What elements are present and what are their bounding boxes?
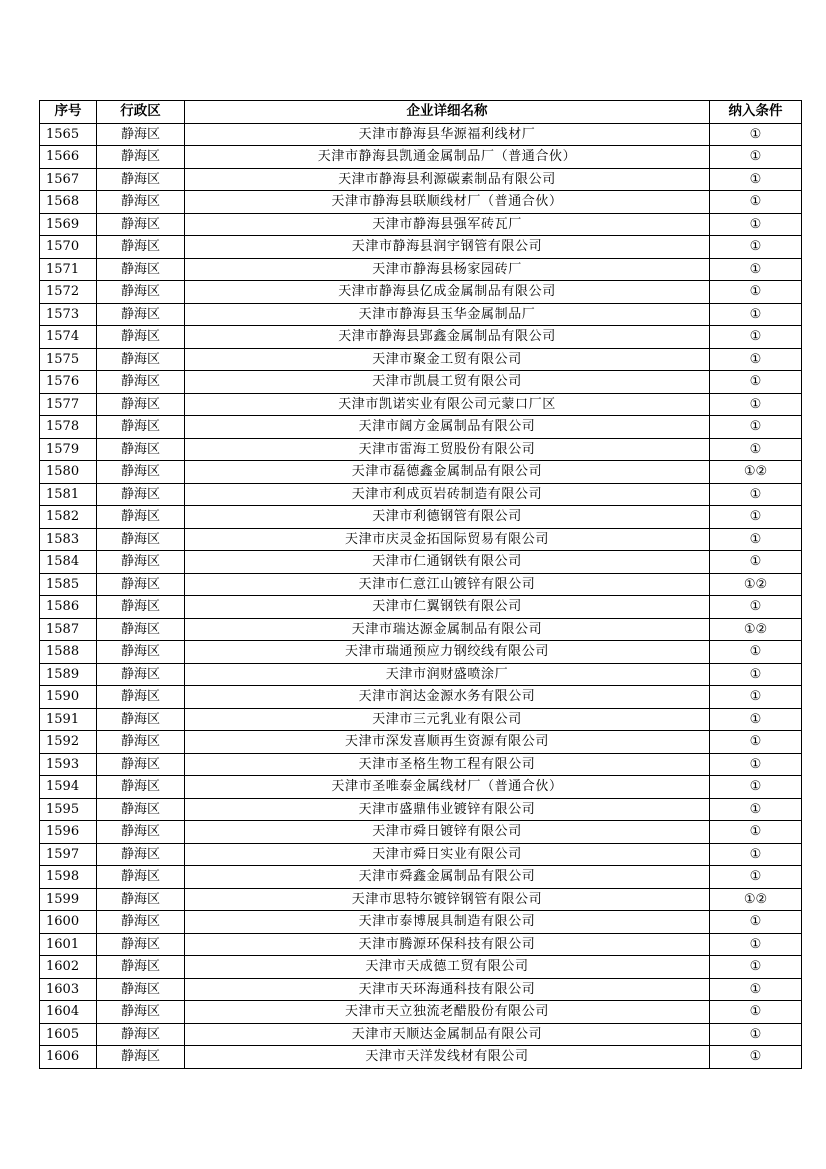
- company-name-cell: 天津市仁通钢铁有限公司: [185, 551, 710, 574]
- district-cell: 静海区: [97, 348, 185, 371]
- district-cell: 静海区: [97, 641, 185, 664]
- table-row: [40, 753, 802, 776]
- district-cell: 静海区: [97, 776, 185, 799]
- table-row: [40, 213, 802, 236]
- company-name-cell: 天津市磊德鑫金属制品有限公司: [185, 461, 710, 484]
- company-name-cell: 天津市天环海通科技有限公司: [185, 978, 710, 1001]
- table-row: [40, 528, 802, 551]
- seq-cell: 1574: [40, 326, 97, 349]
- seq-cell: 1568: [40, 191, 97, 214]
- company-name-cell: 天津市天洋发线材有限公司: [185, 1046, 710, 1069]
- district-cell: 静海区: [97, 663, 185, 686]
- criteria-cell: ①: [710, 348, 802, 371]
- seq-cell: 1598: [40, 866, 97, 889]
- district-cell: 静海区: [97, 483, 185, 506]
- company-name-cell: 天津市静海县凯通金属制品厂（普通合伙）: [185, 146, 710, 169]
- district-cell: 静海区: [97, 618, 185, 641]
- table-row: [40, 461, 802, 484]
- district-cell: 静海区: [97, 1023, 185, 1046]
- district-cell: 静海区: [97, 281, 185, 304]
- criteria-cell: ①: [710, 236, 802, 259]
- seq-cell: 1606: [40, 1046, 97, 1069]
- district-cell: 静海区: [97, 506, 185, 529]
- table-body: [40, 123, 802, 1068]
- seq-cell: 1569: [40, 213, 97, 236]
- company-name-cell: 天津市阔方金属制品有限公司: [185, 416, 710, 439]
- seq-cell: 1567: [40, 168, 97, 191]
- district-cell: 静海区: [97, 821, 185, 844]
- district-cell: 静海区: [97, 753, 185, 776]
- criteria-cell: ①②: [710, 573, 802, 596]
- criteria-cell: ①: [710, 776, 802, 799]
- seq-cell: 1565: [40, 123, 97, 146]
- table-row: [40, 573, 802, 596]
- header-criteria: 纳入条件: [710, 101, 802, 124]
- district-cell: 静海区: [97, 798, 185, 821]
- criteria-cell: ①: [710, 686, 802, 709]
- seq-cell: 1590: [40, 686, 97, 709]
- company-name-cell: 天津市圣唯泰金属线材厂（普通合伙）: [185, 776, 710, 799]
- district-cell: 静海区: [97, 551, 185, 574]
- district-cell: 静海区: [97, 371, 185, 394]
- criteria-cell: ①: [710, 303, 802, 326]
- district-cell: 静海区: [97, 258, 185, 281]
- criteria-cell: ①: [710, 438, 802, 461]
- company-name-cell: 天津市静海县利源碳素制品有限公司: [185, 168, 710, 191]
- table-row: [40, 371, 802, 394]
- company-name-cell: 天津市仁翼钢铁有限公司: [185, 596, 710, 619]
- company-name-cell: 天津市瑞达源金属制品有限公司: [185, 618, 710, 641]
- company-name-cell: 天津市静海县亿成金属制品有限公司: [185, 281, 710, 304]
- table-row: [40, 618, 802, 641]
- company-name-cell: 天津市凯诺实业有限公司元蒙口厂区: [185, 393, 710, 416]
- seq-cell: 1600: [40, 911, 97, 934]
- company-name-cell: 天津市利德钢管有限公司: [185, 506, 710, 529]
- district-cell: 静海区: [97, 416, 185, 439]
- company-name-cell: 天津市三元乳业有限公司: [185, 708, 710, 731]
- company-name-cell: 天津市泰博展具制造有限公司: [185, 911, 710, 934]
- seq-cell: 1573: [40, 303, 97, 326]
- table-row: [40, 663, 802, 686]
- criteria-cell: ①: [710, 483, 802, 506]
- district-cell: 静海区: [97, 573, 185, 596]
- criteria-cell: ①: [710, 191, 802, 214]
- table-row: [40, 393, 802, 416]
- company-name-cell: 天津市仁意江山镀锌有限公司: [185, 573, 710, 596]
- criteria-cell: ①: [710, 843, 802, 866]
- table-row: [40, 258, 802, 281]
- seq-cell: 1593: [40, 753, 97, 776]
- company-name-cell: 天津市静海县华源福利线材厂: [185, 123, 710, 146]
- criteria-cell: ①: [710, 168, 802, 191]
- district-cell: 静海区: [97, 866, 185, 889]
- table-row: [40, 416, 802, 439]
- table-row: [40, 326, 802, 349]
- seq-cell: 1599: [40, 888, 97, 911]
- district-cell: 静海区: [97, 933, 185, 956]
- district-cell: 静海区: [97, 123, 185, 146]
- company-name-cell: 天津市静海县润宇钢管有限公司: [185, 236, 710, 259]
- company-name-cell: 天津市凯晨工贸有限公司: [185, 371, 710, 394]
- table-row: [40, 168, 802, 191]
- criteria-cell: ①: [710, 708, 802, 731]
- district-cell: 静海区: [97, 596, 185, 619]
- district-cell: 静海区: [97, 393, 185, 416]
- company-name-cell: 天津市天立独流老醋股份有限公司: [185, 1001, 710, 1024]
- company-name-cell: 天津市舜日镀锌有限公司: [185, 821, 710, 844]
- criteria-cell: ①: [710, 123, 802, 146]
- seq-cell: 1601: [40, 933, 97, 956]
- seq-cell: 1579: [40, 438, 97, 461]
- criteria-cell: ①: [710, 596, 802, 619]
- table-row: [40, 303, 802, 326]
- table-row: [40, 123, 802, 146]
- district-cell: 静海区: [97, 888, 185, 911]
- table-row: [40, 731, 802, 754]
- seq-cell: 1572: [40, 281, 97, 304]
- table-row: [40, 483, 802, 506]
- table-row: [40, 348, 802, 371]
- criteria-cell: ①: [710, 528, 802, 551]
- criteria-cell: ①: [710, 956, 802, 979]
- district-cell: 静海区: [97, 213, 185, 236]
- table-row: [40, 1023, 802, 1046]
- company-name-cell: 天津市润达金源水务有限公司: [185, 686, 710, 709]
- seq-cell: 1595: [40, 798, 97, 821]
- table-row: [40, 506, 802, 529]
- company-name-cell: 天津市天成德工贸有限公司: [185, 956, 710, 979]
- table-row: [40, 281, 802, 304]
- header-seq: 序号: [40, 101, 97, 124]
- criteria-cell: ①②: [710, 888, 802, 911]
- criteria-cell: ①: [710, 798, 802, 821]
- district-cell: 静海区: [97, 438, 185, 461]
- table-row: [40, 956, 802, 979]
- seq-cell: 1605: [40, 1023, 97, 1046]
- table-row: [40, 596, 802, 619]
- criteria-cell: ①: [710, 326, 802, 349]
- criteria-cell: ①: [710, 731, 802, 754]
- criteria-cell: ①: [710, 371, 802, 394]
- seq-cell: 1589: [40, 663, 97, 686]
- company-name-cell: 天津市静海县联顺线材厂（普通合伙）: [185, 191, 710, 214]
- seq-cell: 1603: [40, 978, 97, 1001]
- table-row: [40, 843, 802, 866]
- company-name-cell: 天津市静海县杨家园砖厂: [185, 258, 710, 281]
- company-name-cell: 天津市舜日实业有限公司: [185, 843, 710, 866]
- company-name-cell: 天津市利成页岩砖制造有限公司: [185, 483, 710, 506]
- seq-cell: 1584: [40, 551, 97, 574]
- table-row: [40, 641, 802, 664]
- district-cell: 静海区: [97, 1046, 185, 1069]
- district-cell: 静海区: [97, 461, 185, 484]
- table-row: [40, 888, 802, 911]
- seq-cell: 1576: [40, 371, 97, 394]
- table-row: [40, 866, 802, 889]
- company-name-cell: 天津市瑞通预应力钢绞线有限公司: [185, 641, 710, 664]
- district-cell: 静海区: [97, 686, 185, 709]
- criteria-cell: ①: [710, 551, 802, 574]
- criteria-cell: ①: [710, 1001, 802, 1024]
- criteria-cell: ①: [710, 978, 802, 1001]
- criteria-cell: ①: [710, 821, 802, 844]
- district-cell: 静海区: [97, 956, 185, 979]
- table-row: [40, 191, 802, 214]
- company-name-cell: 天津市静海县玉华金属制品厂: [185, 303, 710, 326]
- seq-cell: 1566: [40, 146, 97, 169]
- seq-cell: 1578: [40, 416, 97, 439]
- table-row: [40, 933, 802, 956]
- seq-cell: 1585: [40, 573, 97, 596]
- header-company-name: 企业详细名称: [185, 101, 710, 124]
- seq-cell: 1586: [40, 596, 97, 619]
- criteria-cell: ①②: [710, 461, 802, 484]
- criteria-cell: ①: [710, 281, 802, 304]
- seq-cell: 1580: [40, 461, 97, 484]
- criteria-cell: ①: [710, 753, 802, 776]
- company-name-cell: 天津市腾源环保科技有限公司: [185, 933, 710, 956]
- district-cell: 静海区: [97, 528, 185, 551]
- table-row: [40, 236, 802, 259]
- table-row: [40, 708, 802, 731]
- table-row: [40, 146, 802, 169]
- table-row: [40, 978, 802, 1001]
- company-name-cell: 天津市深发喜顺再生资源有限公司: [185, 731, 710, 754]
- seq-cell: 1604: [40, 1001, 97, 1024]
- seq-cell: 1594: [40, 776, 97, 799]
- header-district: 行政区: [97, 101, 185, 124]
- seq-cell: 1581: [40, 483, 97, 506]
- seq-cell: 1596: [40, 821, 97, 844]
- criteria-cell: ①: [710, 1046, 802, 1069]
- criteria-cell: ①: [710, 416, 802, 439]
- district-cell: 静海区: [97, 191, 185, 214]
- company-name-cell: 天津市思特尔镀锌钢管有限公司: [185, 888, 710, 911]
- company-name-cell: 天津市静海县强军砖瓦厂: [185, 213, 710, 236]
- table-row: [40, 798, 802, 821]
- criteria-cell: ①: [710, 506, 802, 529]
- district-cell: 静海区: [97, 1001, 185, 1024]
- table-row: [40, 438, 802, 461]
- table-row: [40, 911, 802, 934]
- criteria-cell: ①: [710, 641, 802, 664]
- criteria-cell: ①: [710, 258, 802, 281]
- criteria-cell: ①: [710, 933, 802, 956]
- company-name-cell: 天津市静海县郢鑫金属制品有限公司: [185, 326, 710, 349]
- seq-cell: 1570: [40, 236, 97, 259]
- seq-cell: 1583: [40, 528, 97, 551]
- seq-cell: 1597: [40, 843, 97, 866]
- seq-cell: 1602: [40, 956, 97, 979]
- table-row: [40, 1001, 802, 1024]
- table-row: [40, 551, 802, 574]
- district-cell: 静海区: [97, 236, 185, 259]
- criteria-cell: ①: [710, 146, 802, 169]
- district-cell: 静海区: [97, 168, 185, 191]
- seq-cell: 1592: [40, 731, 97, 754]
- district-cell: 静海区: [97, 303, 185, 326]
- seq-cell: 1577: [40, 393, 97, 416]
- table-row: [40, 1046, 802, 1069]
- criteria-cell: ①: [710, 213, 802, 236]
- company-name-cell: 天津市润财盛喷涂厂: [185, 663, 710, 686]
- table-row: [40, 776, 802, 799]
- company-name-cell: 天津市雷海工贸股份有限公司: [185, 438, 710, 461]
- criteria-cell: ①②: [710, 618, 802, 641]
- seq-cell: 1575: [40, 348, 97, 371]
- criteria-cell: ①: [710, 663, 802, 686]
- seq-cell: 1587: [40, 618, 97, 641]
- company-name-cell: 天津市舜鑫金属制品有限公司: [185, 866, 710, 889]
- criteria-cell: ①: [710, 1023, 802, 1046]
- district-cell: 静海区: [97, 978, 185, 1001]
- company-name-cell: 天津市聚金工贸有限公司: [185, 348, 710, 371]
- company-name-cell: 天津市圣格生物工程有限公司: [185, 753, 710, 776]
- company-name-cell: 天津市盛鼎伟业镀锌有限公司: [185, 798, 710, 821]
- company-name-cell: 天津市庆灵金拓国际贸易有限公司: [185, 528, 710, 551]
- table-row: [40, 821, 802, 844]
- table-row: [40, 686, 802, 709]
- district-cell: 静海区: [97, 326, 185, 349]
- criteria-cell: ①: [710, 911, 802, 934]
- criteria-cell: ①: [710, 866, 802, 889]
- seq-cell: 1582: [40, 506, 97, 529]
- district-cell: 静海区: [97, 731, 185, 754]
- district-cell: 静海区: [97, 911, 185, 934]
- header-row: [40, 101, 802, 124]
- criteria-cell: ①: [710, 393, 802, 416]
- seq-cell: 1588: [40, 641, 97, 664]
- district-cell: 静海区: [97, 708, 185, 731]
- district-cell: 静海区: [97, 146, 185, 169]
- company-name-cell: 天津市天顺达金属制品有限公司: [185, 1023, 710, 1046]
- seq-cell: 1571: [40, 258, 97, 281]
- seq-cell: 1591: [40, 708, 97, 731]
- district-cell: 静海区: [97, 843, 185, 866]
- enterprise-table: [39, 100, 802, 1069]
